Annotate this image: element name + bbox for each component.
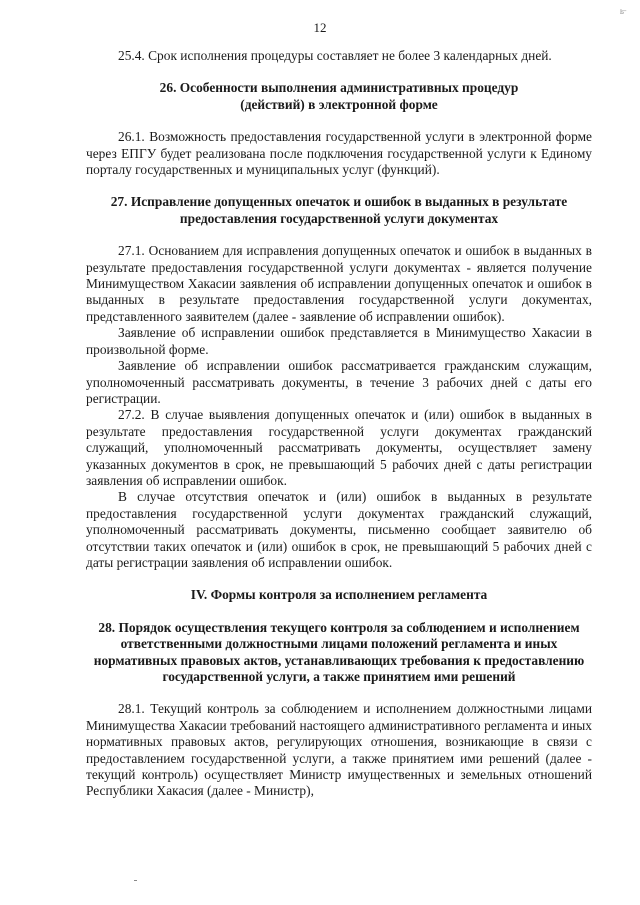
paragraph-25-4: 25.4. Срок исполнения процедуры составляет не более 3 календарных дней. bbox=[118, 48, 552, 63]
paragraph-27-2: 27.2. В случае выявления допущенных опечаток и (или) ошибок в выданных в результате предоставления государственной услуги документах гражданский служащий, уполномоченный рассматривать документы, осуществляет замену указанных документов в срок, не превышающий 5 рабочих дней с даты регистрации заявления об исправлении ошибок. bbox=[86, 407, 592, 488]
heading-section-27: 27. Исправление допущенных опечаток и ошибок в выданных в результате предоставления государственной услуги документах bbox=[110, 194, 568, 226]
document-body bbox=[86, 48, 592, 800]
heading-section-28: 28. Порядок осуществления текущего контроля за соблюдением и исполнением ответственными должностными лицами положений регламента и иных нормативных правовых актов, устанавливающих требования к предоставлению государственной услуги, а также принятием ими решений bbox=[93, 619, 585, 684]
paragraph-28-1: 28.1. Текущий контроль за соблюдением и исполнением должностными лицами Минимущества Хакасии требований настоящего административного регламента и иных нормативных правовых актов, регулирующих отношения, возникающие в связи с предоставлением государственной услуги, а также принятием ими решений (далее - текущий контроль) осуществляет Министр имущественных и земельных отношений Республики Хакасия (далее - Министр), bbox=[86, 701, 592, 799]
paragraph-27-1-review: Заявление об исправлении ошибок рассматривается гражданским служащим, уполномоченный рассматривать документы, в течение 3 рабочих дней с даты его регистрации. bbox=[86, 358, 592, 406]
page-number: 12 bbox=[313, 20, 327, 35]
paragraph-27-1: 27.1. Основанием для исправления допущенных опечаток и ошибок в выданных в результате предоставления государственной услуги документах - является получение Минимуществом Хакасии заявления об исправлении допущенных опечаток и ошибок в выданных в результате предоставления государственной услуги документах, представленного заявителем (далее - заявление об исправлении ошибок). bbox=[86, 243, 592, 324]
heading-chapter-iv: IV. Формы контроля за исполнением регламента bbox=[190, 587, 488, 603]
heading-section-26: 26. Особенности выполнения административных процедур (действий) в электронной форме bbox=[159, 80, 519, 112]
handwritten-mark: ь̶ bbox=[619, 6, 624, 16]
scan-speck bbox=[134, 880, 137, 881]
paragraph-26-1: 26.1. Возможность предоставления государственной услуги в электронной форме через ЕПГУ будет реализована после подключения государственной услуги к Единому порталу государственных и муниципальных услуг (функций). bbox=[86, 129, 592, 178]
paragraph-27-1-submission: Заявление об исправлении ошибок представляется в Минимущество Хакасии в произвольной форме. bbox=[86, 325, 592, 357]
paragraph-27-2-no-errors: В случае отсутствия опечаток и (или) ошибок в выданных в результате предоставления государственной услуги документах гражданский служащий, уполномоченный рассматривать документы, письменно сообщает заявителю об отсутствии таких опечаток и (или) ошибок в срок, не превышающий 5 рабочих дней с даты регистрации заявления об исправлении ошибок. bbox=[86, 489, 592, 570]
